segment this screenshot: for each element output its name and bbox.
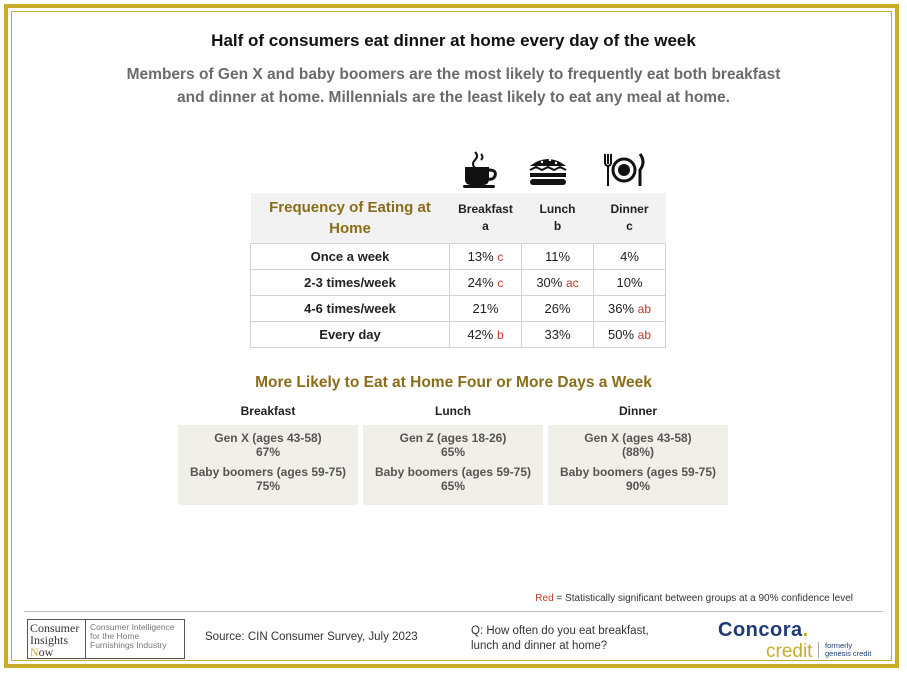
group-value: (88%) [621,445,654,459]
coffee-cup-icon [463,150,499,188]
group-heading-dinner: Dinner [618,404,657,418]
table-cell: 26% [522,296,594,322]
table-row [251,322,666,348]
col-header-breakfast: Breakfast a [450,193,522,244]
table-cell: 13% c [450,244,522,270]
group-value: 67% [255,445,281,459]
table-cell: 11% [522,244,594,270]
subtitle: Members of Gen X and baby boomers are the most likely to frequently eat both breakfast and dinner at home. Millennials are the least likely to eat any meal at home. [126,66,781,106]
sandwich-icon [528,150,568,188]
cin-logo [27,619,185,659]
table-cell: 36% ab [594,296,666,322]
table-cell: 50% ab [594,322,666,348]
row-label: Every day [251,322,450,348]
group-value: 75% [255,479,281,493]
section-title: More Likely to Eat at Home Four or More Days a Week [255,374,652,391]
table-cell: 10% [594,270,666,296]
row-header: Frequency of Eating at Home [251,193,450,244]
group-box-lunch [363,425,543,505]
table-row [251,244,666,270]
row-label: 2-3 times/week [251,270,450,296]
group-label: Baby boomers (ages 59-75) [374,465,532,479]
footer-divider [24,611,883,612]
group-label: Gen Z (ages 18-26) [399,431,507,445]
survey-question: Q: How often do you eat breakfast, lunch and dinner at home? [471,625,649,652]
group-label: Baby boomers (ages 59-75) [189,465,347,479]
group-label: Gen X (ages 43-58) [584,431,692,445]
table-cell: 42% b [450,322,522,348]
table-row [251,296,666,322]
source-text: Source: CIN Consumer Survey, July 2023 [205,631,418,643]
cin-logo-tagline: Consumer Intelligence for the Home Furnishings Industry [90,622,175,650]
row-label: 4-6 times/week [251,296,450,322]
group-value: 90% [625,479,651,493]
group-box-breakfast [178,425,358,505]
col-header-lunch: Lunch b [522,193,594,244]
table-row [251,270,666,296]
group-box-dinner [548,425,728,505]
group-heading-lunch: Lunch [435,404,471,418]
group-label: Baby boomers (ages 59-75) [559,465,717,479]
page-title: Half of consumers eat dinner at home every day of the week [211,31,696,50]
group-value: 65% [440,445,466,459]
group-value: 65% [440,479,466,493]
cin-logo-wordmark: Consumer Insights Now [28,620,86,658]
col-header-dinner: Dinner c [594,193,666,244]
group-label: Gen X (ages 43-58) [214,431,322,445]
table-cell: 21% [450,296,522,322]
table-cell: 30% ac [522,270,594,296]
table-cell: 4% [594,244,666,270]
table-cell: 33% [522,322,594,348]
frequency-table [250,193,666,348]
table-cell: 24% c [450,270,522,296]
group-heading-breakfast: Breakfast [240,404,296,418]
concora-logo: Concora. credit formerly genesis credit [718,619,809,642]
significance-note: Red = Statistically significant between groups at a 90% confidence level [535,593,853,604]
row-label: Once a week [251,244,450,270]
plate-fork-knife-icon [602,150,646,188]
